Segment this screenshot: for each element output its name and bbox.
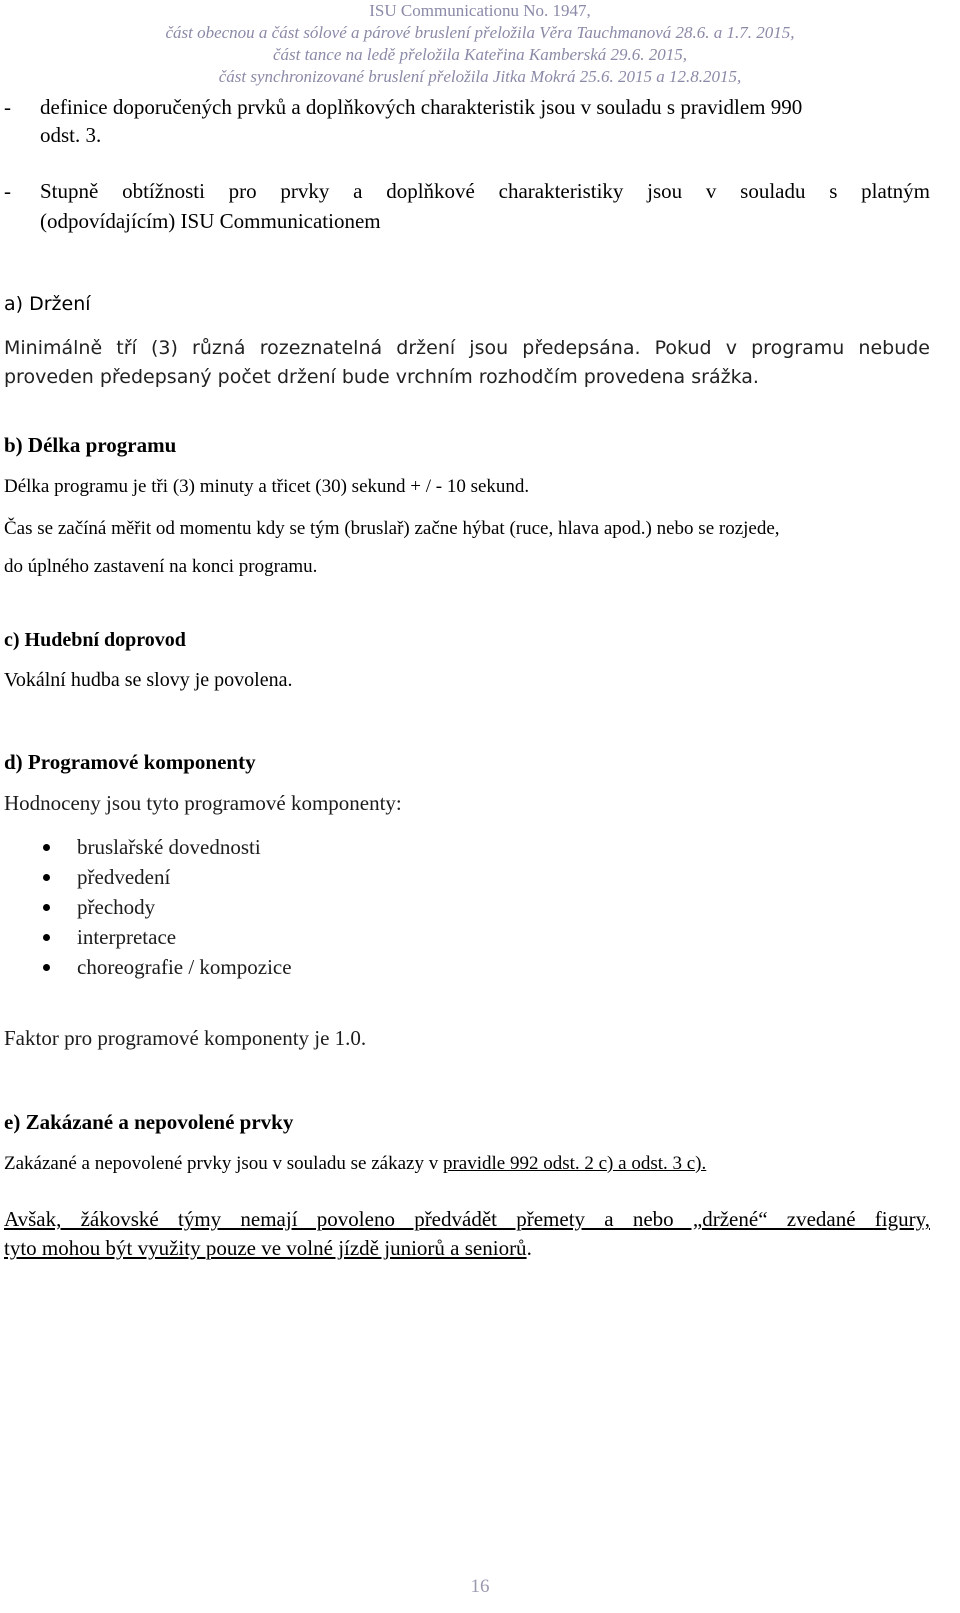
header-line-4: část synchronizované bruslení přeložila Jitka Mokrá 25.6. 2015 a 12.8.2015, bbox=[218, 67, 742, 86]
bullet-icon bbox=[43, 844, 50, 851]
section-b-body bbox=[4, 473, 954, 500]
section-d-intro-wrap bbox=[4, 788, 954, 818]
list-item: přechody bbox=[4, 892, 954, 922]
section-c bbox=[4, 626, 954, 654]
section-d-intro: Hodnoceny jsou tyto programové komponenty: bbox=[4, 791, 402, 815]
section-e-note-line-2: tyto mohou být využity pouze ve volné jízdě juniorů a seniorů bbox=[4, 1236, 527, 1260]
section-b-line-3: do úplného zastavení na konci programu. bbox=[4, 556, 318, 577]
section-a-body bbox=[4, 334, 954, 392]
header-line-2: část obecnou a část sólové a párové bruslení přeložila Věra Tauchmanová 28.6. a 1.7. 2015, bbox=[165, 23, 795, 42]
section-b-body-2 bbox=[4, 510, 954, 586]
section-e-body bbox=[4, 1150, 954, 1178]
list-item: interpretace bbox=[4, 922, 954, 952]
section-c-line-1: Vokální hudba se slovy je povolena. bbox=[4, 669, 293, 691]
intro-item-2 bbox=[4, 176, 954, 236]
intro-item-1-line-1: definice doporučených prvků a doplňkových charakteristik jsou v souladu s pravidlem 990 bbox=[40, 95, 803, 119]
section-c-body bbox=[4, 666, 954, 694]
header-line-3: část tance na ledě přeložila Kateřina Kamberská 29.6. 2015, bbox=[272, 45, 688, 64]
intro-item-1 bbox=[4, 93, 954, 149]
section-a-heading: a) Držení bbox=[4, 293, 91, 315]
bullet-icon bbox=[43, 874, 50, 881]
header-line-1: ISU Communicationu No. 1947, bbox=[369, 1, 591, 20]
intro-item-2-line-2: (odpovídajícím) ISU Communicationem bbox=[40, 209, 381, 233]
section-b bbox=[4, 431, 954, 459]
section-e bbox=[4, 1107, 954, 1137]
section-c-heading: c) Hudební doprovod bbox=[4, 629, 186, 651]
list-item: bruslařské dovednosti bbox=[4, 832, 954, 862]
section-e-note-line-1: Avšak, žákovské týmy nemají povoleno předvádět přemety a nebo „držené“ zvedané figury, bbox=[4, 1207, 930, 1231]
section-a-line-2: proveden předepsaný počet držení bude vrchním rozhodčím provedena srážka. bbox=[4, 366, 759, 388]
bullet-icon bbox=[43, 904, 50, 911]
section-d-factor-wrap bbox=[4, 1023, 954, 1053]
section-b-line-1: Délka programu je tři (3) minuty a třicet (30) sekund + / - 10 sekund. bbox=[4, 476, 530, 497]
section-d-factor: Faktor pro programové komponenty je 1.0. bbox=[4, 1026, 367, 1050]
intro-item-1-line-2: odst. 3. bbox=[40, 123, 102, 147]
section-e-note-period: . bbox=[526, 1236, 532, 1260]
section-a bbox=[4, 290, 954, 318]
section-b-heading: b) Délka programu bbox=[4, 433, 177, 457]
component-list bbox=[4, 832, 954, 982]
bullet-icon bbox=[43, 934, 50, 941]
section-a-line-1: Minimálně tří (3) různá rozeznatelná držení jsou předepsána. Pokud v programu nebude bbox=[4, 337, 930, 359]
section-d-heading: d) Programové komponenty bbox=[4, 750, 256, 774]
section-d bbox=[4, 747, 954, 777]
dash-marker: - bbox=[4, 95, 11, 119]
rule-reference: pravidle 992 odst. 2 c) a odst. 3 c). bbox=[442, 1153, 707, 1174]
bullet-icon bbox=[43, 964, 50, 971]
list-item: předvedení bbox=[4, 862, 954, 892]
section-b-line-2: Čas se začíná měřit od momentu kdy se tým (bruslař) začne hýbat (ruce, hlava apod.) nebo se rozjede, bbox=[4, 518, 780, 539]
page-number: 16 bbox=[470, 1576, 490, 1597]
list-item: choreografie / kompozice bbox=[4, 952, 954, 982]
section-e-line-1: Zakázané a nepovolené prvky jsou v souladu se zákazy v bbox=[4, 1153, 443, 1174]
intro-item-2-line-1: Stupně obtížnosti pro prvky a doplňkové charakteristiky jsou v souladu s platným bbox=[40, 179, 930, 203]
section-e-note bbox=[4, 1205, 954, 1263]
dash-marker: - bbox=[4, 179, 11, 203]
section-e-heading: e) Zakázané a nepovolené prvky bbox=[4, 1110, 294, 1134]
